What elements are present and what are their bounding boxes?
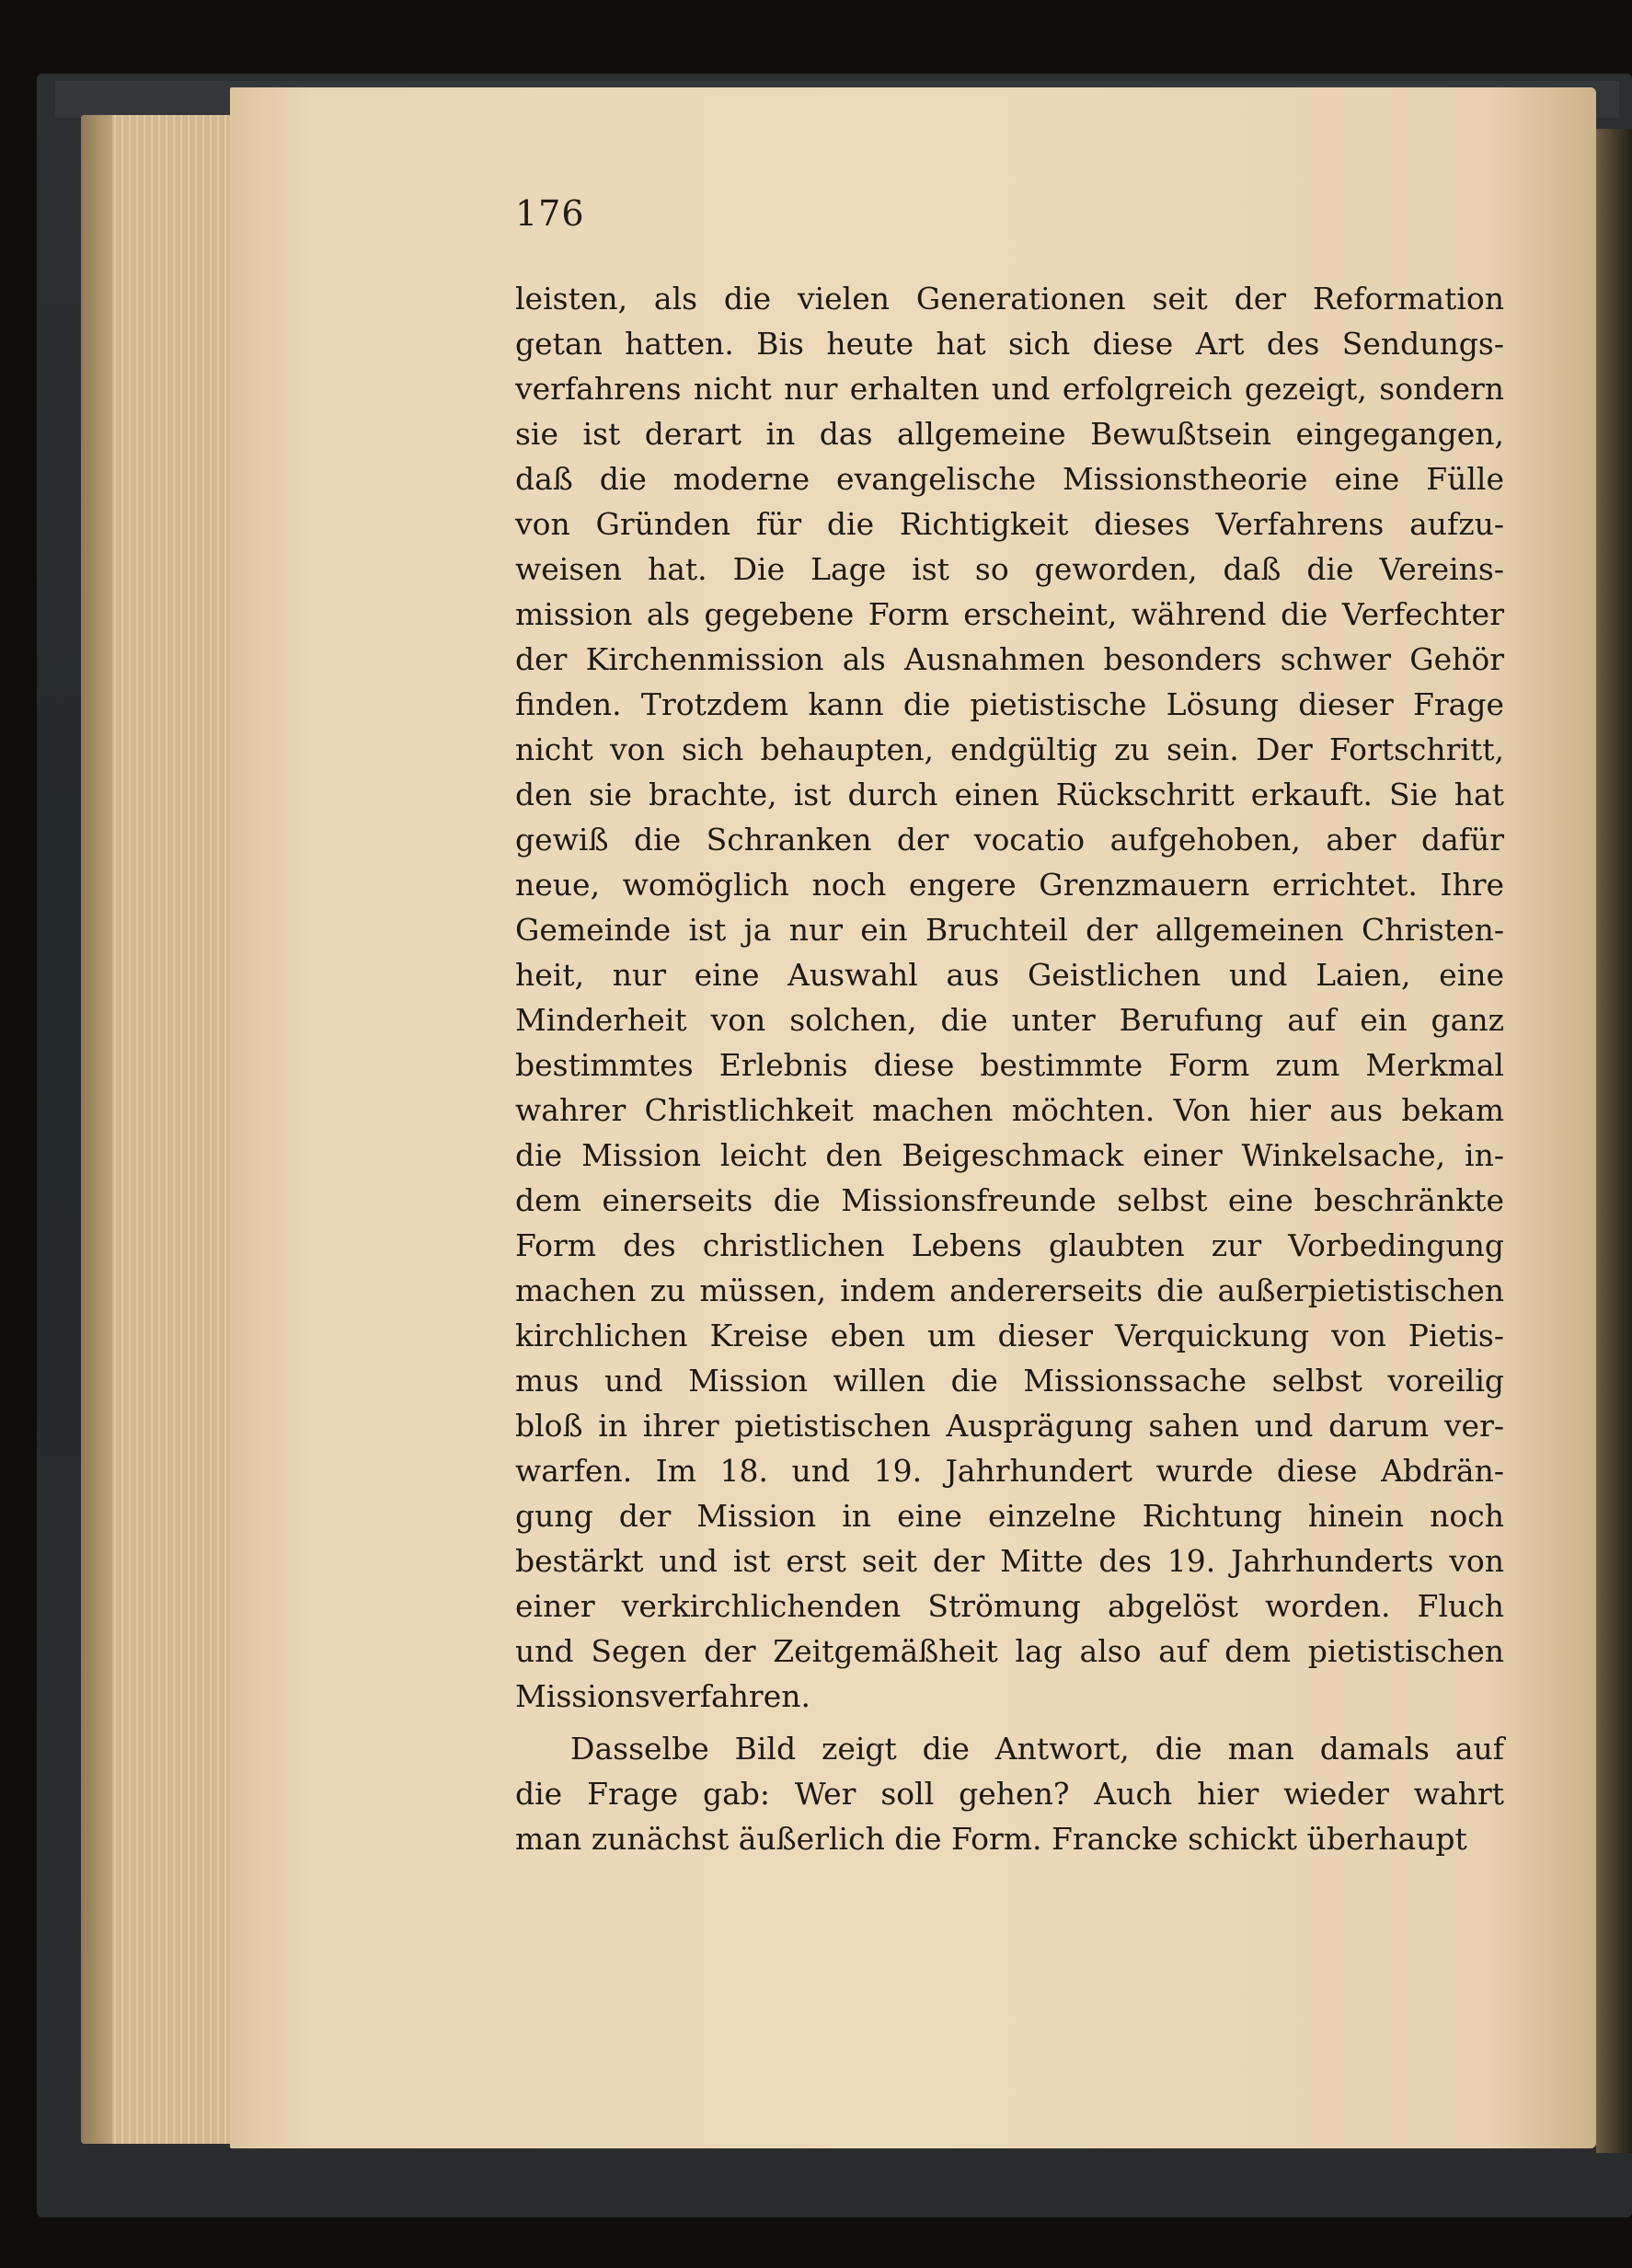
text-line: mus und Mission willen die Missionssache selbst voreilig <box>515 1363 1504 1399</box>
text-line: Gemeinde ist ja nur ein Bruchteil der allgemeinen Christen- <box>515 912 1504 948</box>
text-line: wahrer Christlichkeit machen möchten. Von hier aus bekam <box>515 1092 1504 1128</box>
paragraph-1 <box>515 276 1504 1719</box>
text-line: weisen hat. Die Lage ist so geworden, daß die Vereins- <box>515 551 1504 587</box>
text-line: Dasselbe Bild zeigt die Antwort, die man damals auf <box>570 1731 1504 1767</box>
text-line: von Gründen für die Richtigkeit dieses Verfahrens aufzu- <box>515 506 1504 542</box>
text-line: finden. Trotzdem kann die pietistische Lösung dieser Frage <box>515 686 1504 722</box>
text-line: Missionsverfahren. <box>515 1678 810 1714</box>
paragraph-gap <box>515 1719 1504 1726</box>
text-line: und Segen der Zeitgemäßheit lag also auf dem pietistischen <box>515 1633 1504 1669</box>
text-line: bloß in ihrer pietistischen Ausprägung sahen und darum ver- <box>515 1408 1504 1444</box>
text-line: heit, nur eine Auswahl aus Geistlichen und Laien, eine <box>515 957 1504 993</box>
text-line: neue, womöglich noch engere Grenzmauern errichtet. Ihre <box>515 867 1504 903</box>
page-number: 176 <box>515 193 585 234</box>
text-line: sie ist derart in das allgemeine Bewußtsein eingegangen, <box>515 416 1504 452</box>
text-line: gung der Mission in eine einzelne Richtung hinein noch <box>515 1498 1504 1534</box>
page-edge-shadow <box>81 115 112 2144</box>
text-line: dem einerseits die Missionsfreunde selbst eine beschränkte <box>515 1182 1504 1218</box>
text-line: nicht von sich behaupten, endgültig zu sein. Der Fortschritt, <box>515 731 1504 767</box>
text-line: gewiß die Schranken der vocatio aufgehoben, aber dafür <box>515 822 1504 858</box>
text-line: warfen. Im 18. und 19. Jahrhundert wurde diese Abdrän- <box>515 1453 1504 1489</box>
body-text <box>515 276 1504 1861</box>
text-line: die Frage gab: Wer soll gehen? Auch hier wieder wahrt <box>515 1776 1504 1812</box>
text-line: der Kirchenmission als Ausnahmen besonders schwer Gehör <box>515 641 1504 677</box>
text-line: mission als gegebene Form erscheint, während die Verfechter <box>515 596 1504 632</box>
text-line: den sie brachte, ist durch einen Rückschritt erkauft. Sie hat <box>515 777 1504 812</box>
text-line: leisten, als die vielen Generationen seit der Reformation <box>515 281 1504 317</box>
text-line: bestimmtes Erlebnis diese bestimmte Form zum Merkmal <box>515 1047 1504 1083</box>
right-page-edge <box>1596 129 1632 2153</box>
text-line: machen zu müssen, indem andererseits die außerpietistischen <box>515 1272 1504 1308</box>
text-line: bestärkt und ist erst seit der Mitte des 19. Jahrhunderts von <box>515 1543 1504 1579</box>
text-line: einer verkirchlichenden Strömung abgelöst worden. Fluch <box>515 1588 1504 1624</box>
text-line: daß die moderne evangelische Missionstheorie eine Fülle <box>515 461 1504 497</box>
text-line: die Mission leicht den Beigeschmack einer Winkelsache, in- <box>515 1137 1504 1173</box>
text-line: Form des christlichen Lebens glaubten zur Vorbedingung <box>515 1227 1504 1263</box>
text-line: Minderheit von solchen, die unter Berufung auf ein ganz <box>515 1002 1504 1038</box>
paragraph-2 <box>515 1726 1504 1861</box>
text-line: getan hatten. Bis heute hat sich diese Art des Sendungs- <box>515 326 1504 362</box>
text-line: man zunächst äußerlich die Form. Francke schickt überhaupt <box>515 1821 1467 1857</box>
text-line: kirchlichen Kreise eben um dieser Verquickung von Pietis- <box>515 1318 1504 1353</box>
text-line: verfahrens nicht nur erhalten und erfolgreich gezeigt, sondern <box>515 371 1504 407</box>
